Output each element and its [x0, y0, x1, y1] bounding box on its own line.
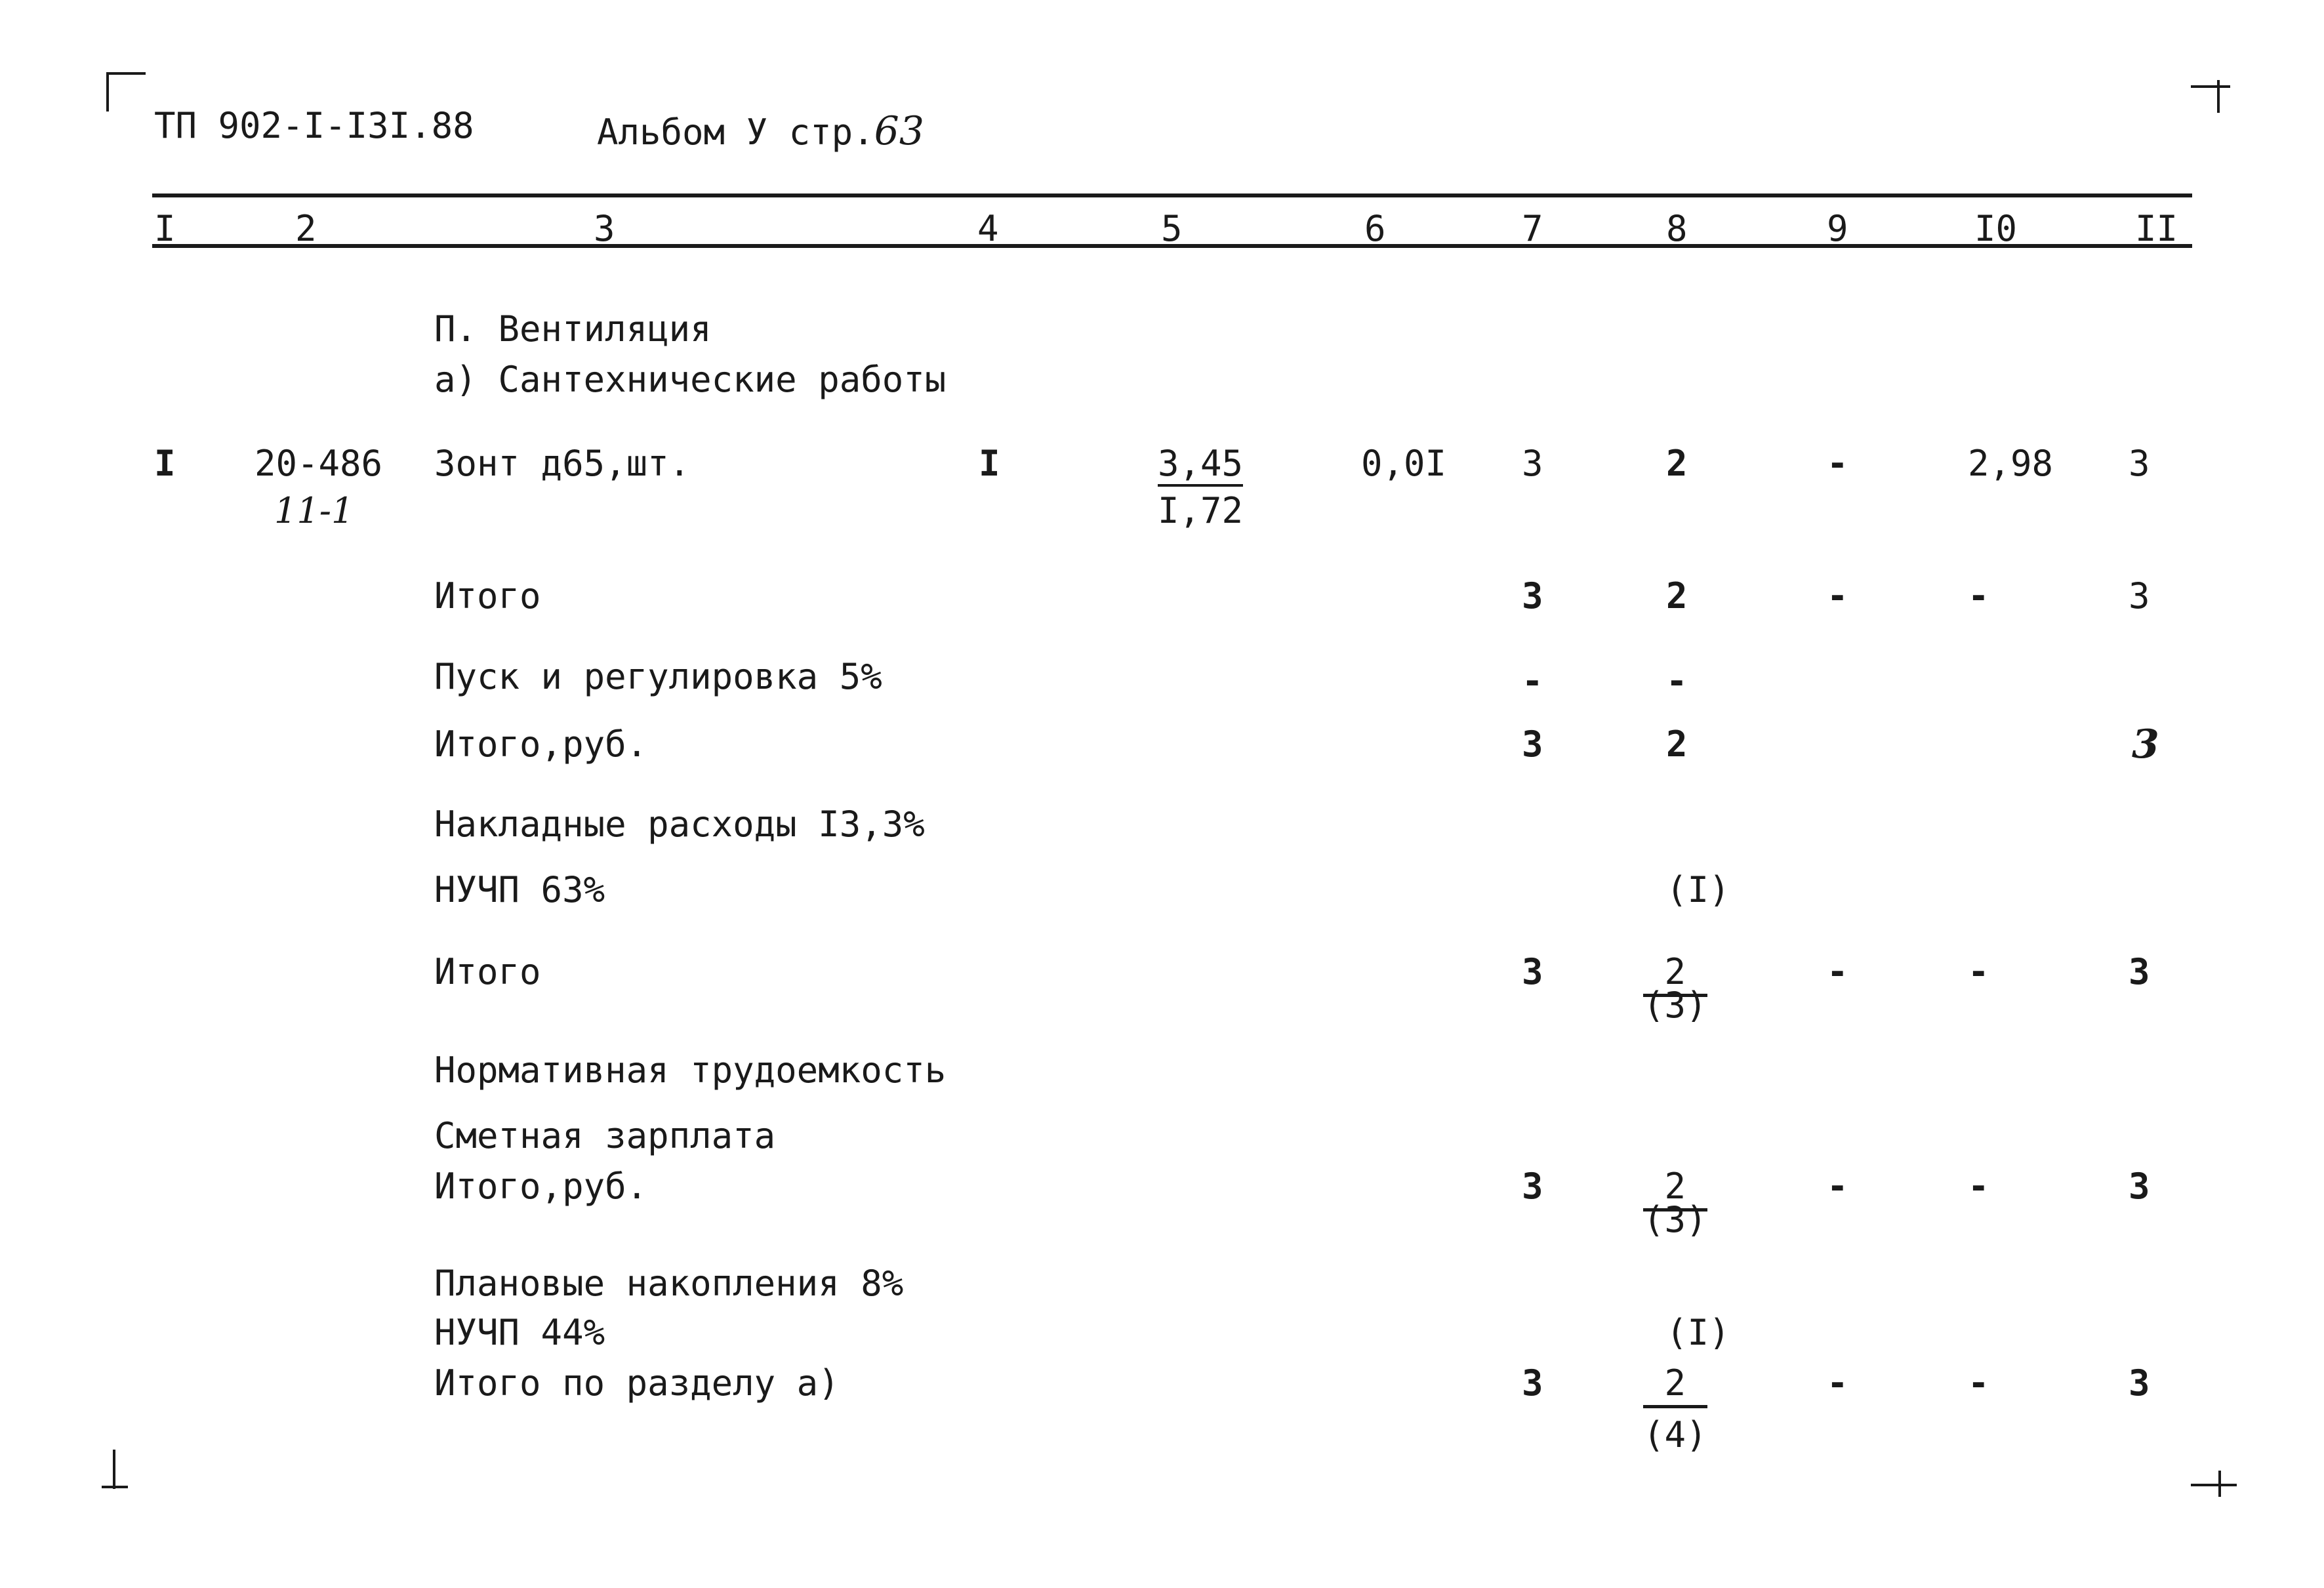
- row-itogo-razdel-c9: -: [1827, 1362, 1848, 1404]
- row-itogo-c9: -: [1827, 575, 1848, 617]
- col-header-9: 9: [1827, 208, 1848, 249]
- corner-mark-top-right-v: [2217, 80, 2220, 113]
- col-header-5: 5: [1161, 208, 1183, 249]
- item-code: 20-486: [255, 443, 383, 484]
- item-unit-price: 3,45: [1158, 446, 1243, 487]
- corner-mark-bottom-left-v: [113, 1450, 115, 1489]
- row-itogo-rub-label: Итого,руб.: [434, 723, 648, 765]
- row-itogo-rub2-c8: [1643, 1166, 1707, 1240]
- row-itogo-rub2-c8-num: 2: [1643, 1169, 1707, 1211]
- section-subtitle: а) Сантехнические работы: [434, 359, 947, 400]
- row-itogo-rub2-c7: 3: [1522, 1166, 1543, 1207]
- row-itogo2-c9: -: [1827, 951, 1848, 992]
- row-itogo-razdel-c10: -: [1968, 1362, 1989, 1404]
- item-col9: -: [1827, 443, 1848, 484]
- corner-mark-top-right-h: [2191, 85, 2230, 88]
- row-planovye-label: Плановые накопления 8%: [434, 1263, 904, 1304]
- col-header-2: 2: [295, 208, 317, 249]
- row-itogo-razdel-c11: 3: [2129, 1362, 2150, 1404]
- page-number: 63: [874, 108, 924, 154]
- row-itogo-rub-c8: 2: [1666, 723, 1688, 765]
- col-header-8: 8: [1666, 208, 1688, 249]
- col-header-11: II: [2135, 208, 2178, 249]
- doc-code: ТП 902-I-I3I.88: [154, 105, 474, 146]
- row-normativ-label: Нормативная трудоемкость: [434, 1049, 947, 1091]
- row-itogo2-c8: [1643, 951, 1707, 1026]
- row-itogo-rub2-label: Итого,руб.: [434, 1166, 648, 1207]
- item-col6: 0,0I: [1361, 443, 1447, 484]
- row-itogo-rub-c7: 3: [1522, 723, 1543, 765]
- corner-mark-bottom-left-h: [102, 1486, 128, 1488]
- section-title: П. Вентиляция: [434, 308, 712, 350]
- row-itogo-rub2-c9: -: [1827, 1166, 1848, 1207]
- item-col8: 2: [1666, 443, 1688, 484]
- col-header-3: 3: [594, 208, 615, 249]
- row-itogo-c7: 3: [1522, 575, 1543, 617]
- row-nuchp63-label: НУЧП 63%: [434, 869, 605, 910]
- row-nuchp44-c8: (I): [1666, 1312, 1730, 1353]
- row-itogo2-c10: -: [1968, 951, 1989, 992]
- row-pusk-c8: -: [1666, 661, 1688, 702]
- row-itogo-razdel-c8-den: (4): [1643, 1414, 1707, 1456]
- item-col10: 2,98: [1968, 443, 2054, 484]
- row-itogo2-c8-den: (3): [1643, 985, 1707, 1026]
- item-name: Зонт д65,шт.: [434, 443, 691, 484]
- row-itogo-rub2-c11: 3: [2129, 1166, 2150, 1207]
- row-itogo-razdel-c8-num: 2: [1643, 1366, 1707, 1408]
- corner-mark-bottom-right-h: [2191, 1484, 2237, 1486]
- row-itogo2-label: Итого: [434, 951, 541, 992]
- row-itogo-c10: -: [1968, 575, 1989, 617]
- corner-mark-top-left-h: [106, 72, 146, 75]
- corner-mark-top-left-v: [106, 72, 109, 112]
- album-label: [597, 108, 924, 154]
- row-smetnaya-label: Сметная зарплата: [434, 1115, 776, 1156]
- row-itogo-razdel-c8: [1643, 1362, 1707, 1456]
- col-header-1: I: [154, 208, 176, 249]
- col-header-10: I0: [1974, 208, 2018, 249]
- item-number: I: [154, 443, 176, 484]
- album-text: Альбом У стр.: [597, 112, 874, 153]
- row-itogo-razdel-c7: 3: [1522, 1362, 1543, 1404]
- item-col7: 3: [1522, 443, 1543, 484]
- col-header-7: 7: [1522, 208, 1543, 249]
- row-nuchp44-label: НУЧП 44%: [434, 1312, 605, 1353]
- row-itogo-label: Итого: [434, 575, 541, 617]
- row-itogo2-c11: 3: [2129, 951, 2150, 992]
- row-itogo-c8: 2: [1666, 575, 1688, 617]
- item-code-note: 11-1: [274, 490, 354, 531]
- row-itogo-razdel-label: Итого по разделу а): [434, 1362, 840, 1404]
- row-itogo2-c7: 3: [1522, 951, 1543, 992]
- row-nuchp63-c8: (I): [1666, 869, 1730, 910]
- col-header-6: 6: [1364, 208, 1386, 249]
- col-header-4: 4: [977, 208, 999, 249]
- item-qty: I: [979, 443, 1000, 484]
- row-itogo-rub2-c8-den: (3): [1643, 1199, 1707, 1240]
- row-itogo-rub-c11: 3: [2132, 722, 2159, 767]
- row-pusk-label: Пуск и регулировка 5%: [434, 656, 882, 697]
- row-itogo-rub2-c10: -: [1968, 1166, 1989, 1207]
- row-nakladnye-label: Накладные расходы I3,3%: [434, 804, 925, 845]
- item-col11: 3: [2129, 443, 2150, 484]
- header-rule-top: [152, 193, 2192, 197]
- row-itogo2-c8-num: 2: [1643, 954, 1707, 997]
- corner-mark-bottom-right-v: [2218, 1471, 2221, 1497]
- row-pusk-c7: -: [1522, 661, 1543, 702]
- item-unit-price-sub: I,72: [1158, 490, 1244, 531]
- row-itogo-c11: 3: [2129, 575, 2150, 617]
